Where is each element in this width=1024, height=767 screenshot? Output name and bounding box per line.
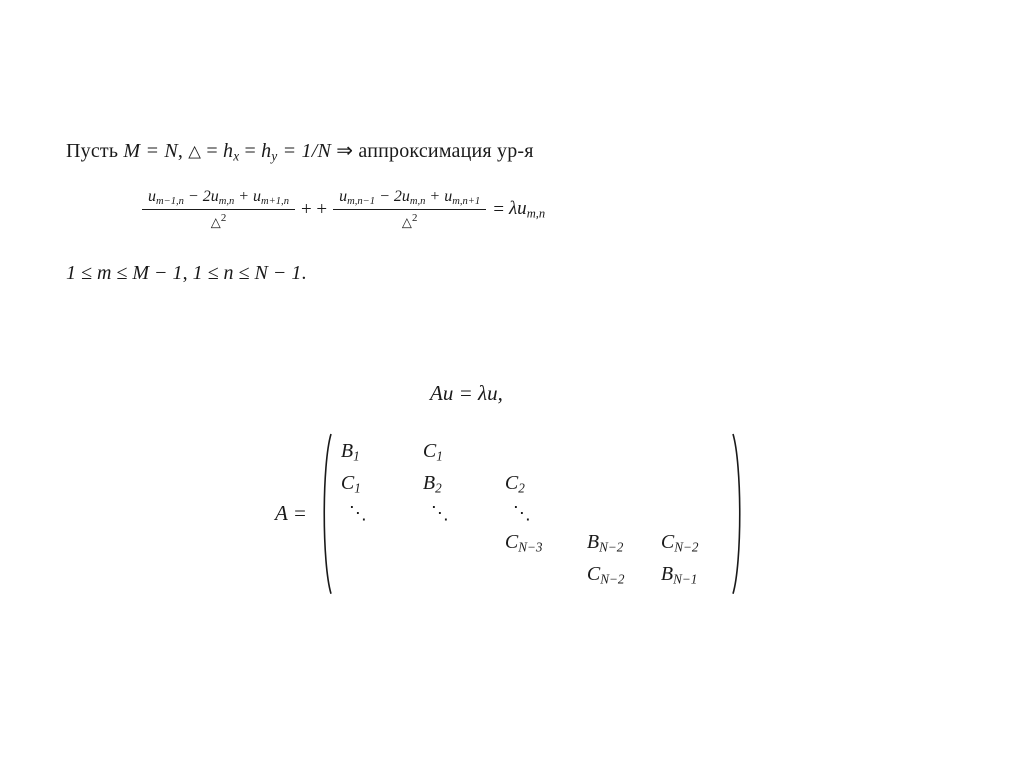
den2-delta: △ [401,214,412,230]
matrix-cell-r3c1: ⋱ [348,503,368,524]
fraction-y-numerator [333,188,486,209]
num-u1-sub: m−1,n [156,195,184,207]
intro-comma: , [177,140,184,162]
num2-minus-term: − 2u [379,188,410,205]
num2-plus-term: + u [429,188,453,205]
matrix-cell-r1c5 [655,438,729,467]
r4c4-sub: N−2 [599,540,624,556]
r2c1-base: C [340,471,355,494]
intro-equals-2: = [244,140,256,162]
intro-hx: h [223,140,234,162]
left-parenthesis-icon [317,432,333,596]
num-minus-term: − 2u [187,188,219,205]
matrix-cell-r5c3 [499,561,581,590]
matrix-cell-r4c3 [499,529,581,558]
r2c2-base: B [422,471,436,494]
r4c3-base: C [504,531,519,554]
matrix-grid [333,432,731,596]
r2c2-sub: 2 [435,480,442,496]
num2-u1-sub: m,n−1 [347,195,376,207]
equation-right-hand-side [505,198,545,222]
matrix-cell-r3c5 [655,501,729,526]
matrix-label: A = [275,501,307,526]
intro-hy-subscript: y [271,148,278,164]
num-u1: u [148,188,156,205]
r4c5-sub: N−2 [674,540,699,556]
matrix-cell-r1c1 [335,438,417,467]
r5c4-sub: N−2 [600,571,625,587]
matrix-cell-r1c4 [581,438,655,467]
intro-statement [66,138,534,165]
matrix-cell-r4c1 [335,529,417,558]
r2c3-sub: 2 [518,480,525,496]
matrix-cell-r3c4 [581,501,655,526]
matrix-definition [275,432,747,596]
r5c5-sub: N−1 [673,571,698,587]
approximation-equation [140,188,545,232]
matrix-cell-r2c2 [417,470,499,499]
intro-tail-text: аппроксимация ур-я [358,140,534,162]
fraction-x-direction [142,188,295,232]
r4c5-base: C [660,531,675,554]
fraction-y-denominator [396,210,424,232]
rhs-lambda-u: λu [508,198,527,220]
equation-plus-operator: + + [300,198,328,220]
den-exponent: 2 [220,211,227,224]
r4c4-base: B [586,531,600,554]
r1c2-sub: 1 [436,448,443,464]
fraction-y-direction [333,188,486,232]
intro-equals-1: = [206,140,218,162]
eigenvalue-equation: Au = λu, [430,381,503,405]
r5c5-base: B [660,563,674,586]
matrix-cell-r2c5 [655,470,729,499]
den2-exponent: 2 [411,211,418,224]
num-u3-sub: m+1,n [261,195,289,207]
intro-equals-one-over-n: = 1/N [282,140,332,162]
intro-hy: h [261,140,272,162]
r5c4-base: C [586,563,601,586]
matrix-cell-r5c4 [581,561,655,590]
r2c3-base: C [504,471,519,494]
matrix-cell-r3c3: ⋱ [512,503,532,524]
equation-equals-sign: = [492,198,505,220]
implies-arrow-icon: ⇒ [336,140,354,162]
matrix-cell-r2c4 [581,470,655,499]
matrix-cell-r4c2 [417,529,499,558]
range-m: 1 ≤ m ≤ M − 1 [66,262,183,284]
r1c1-base: B [340,440,354,462]
range-n: 1 ≤ n ≤ N − 1 [192,262,302,284]
num2-u3-sub: m,n+1 [452,195,481,207]
right-parenthesis-icon [731,432,747,596]
intro-hx-subscript: x [233,148,240,164]
r1c2-base: C [422,440,437,462]
matrix-cell-r2c1 [335,470,417,499]
r4c3-sub: N−3 [518,540,543,556]
num-center-sub: m,n [218,195,235,207]
fraction-x-denominator [205,210,233,232]
range-period: . [301,262,307,284]
index-range-statement [66,262,306,285]
matrix-cell-r1c3 [499,438,581,467]
matrix-cell-r5c1 [335,561,417,590]
intro-m-equals-n: M = N [123,140,178,162]
range-separator: , [182,262,193,284]
matrix-cell-r3c2: ⋱ [430,503,450,524]
num-plus-term: + u [238,188,262,205]
matrix-cell-r5c5 [655,561,729,590]
rhs-subscript: m,n [526,206,546,221]
num2-u1: u [339,188,348,205]
matrix-cell-r2c3 [499,470,581,499]
matrix-cell-r1c2 [417,438,499,467]
matrix-cell-r4c5 [655,529,729,558]
num2-center-sub: m,n [409,195,426,207]
den-delta: △ [210,214,221,230]
r2c1-sub: 1 [354,480,361,496]
matrix-cell-r5c2 [417,561,499,590]
matrix-cell-r4c4 [581,529,655,558]
r1c1-sub: 1 [353,448,360,464]
intro-prefix: Пусть [66,140,119,162]
intro-delta-symbol: △ [188,141,202,161]
fraction-x-numerator [142,188,295,209]
